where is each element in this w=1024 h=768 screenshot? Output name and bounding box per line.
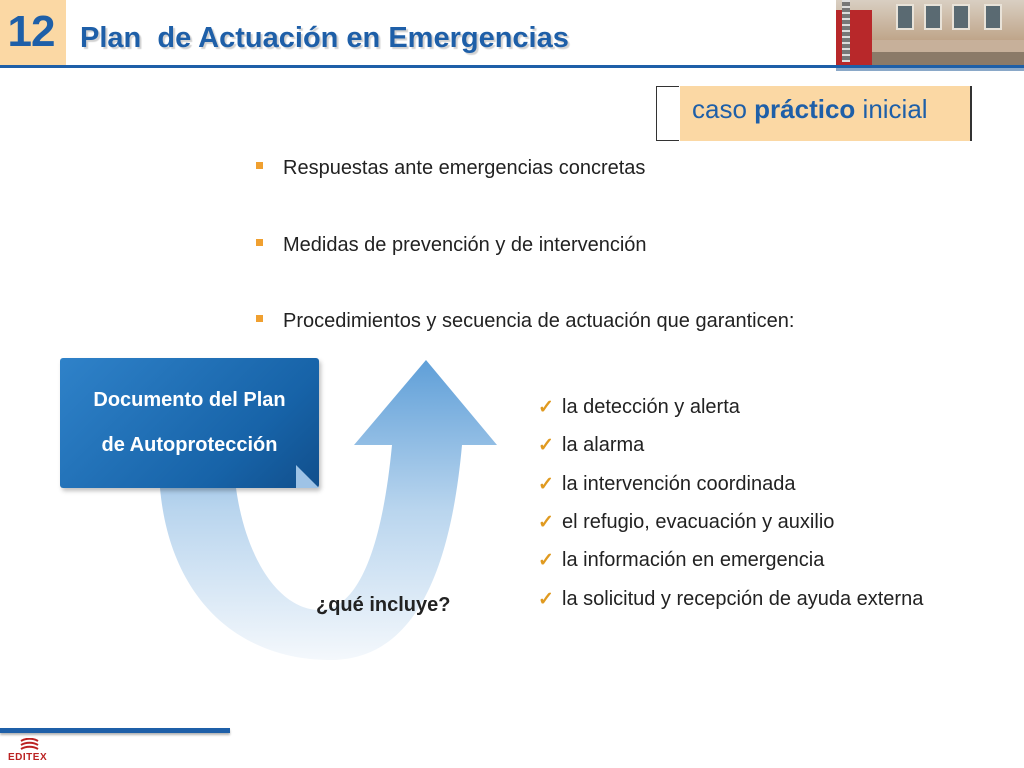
- checkmark-icon: ✓: [538, 512, 554, 533]
- document-plan-label: Documento del Plan de Autoprotección: [93, 389, 286, 456]
- case-practico-label: caso práctico inicial: [692, 94, 928, 124]
- checklist-item: ✓ la alarma: [538, 434, 645, 456]
- editex-logo-icon: [18, 738, 40, 752]
- editex-logo-text: EDITEX: [8, 752, 48, 763]
- checkmark-icon: ✓: [538, 435, 554, 456]
- footer-divider: [0, 728, 230, 733]
- checklist-item: ✓ la intervención coordinada: [538, 473, 796, 495]
- checkmark-icon: ✓: [538, 550, 554, 571]
- bullet-item: Medidas de prevención y de intervención: [256, 234, 647, 257]
- bullet-item: Respuestas ante emergencias concretas: [256, 157, 645, 180]
- checklist-item: ✓ la solicitud y recepción de ayuda externa: [538, 588, 924, 610]
- checkmark-icon: ✓: [538, 474, 554, 495]
- checklist-item: ✓ la información en emergencia: [538, 549, 825, 571]
- question-label: ¿qué incluye?: [316, 594, 451, 616]
- checkmark-icon: ✓: [538, 397, 554, 418]
- checklist-item: ✓ la detección y alerta: [538, 396, 740, 418]
- checkmark-icon: ✓: [538, 589, 554, 610]
- document-fold-corner: [296, 465, 319, 488]
- bullet-item: Procedimientos y secuencia de actuación que garanticen:: [256, 310, 794, 333]
- chapter-number: 12: [7, 7, 55, 56]
- checklist-item: ✓ el refugio, evacuación y auxilio: [538, 511, 835, 533]
- page-title: Plan de Actuación en Emergencias: [80, 22, 569, 54]
